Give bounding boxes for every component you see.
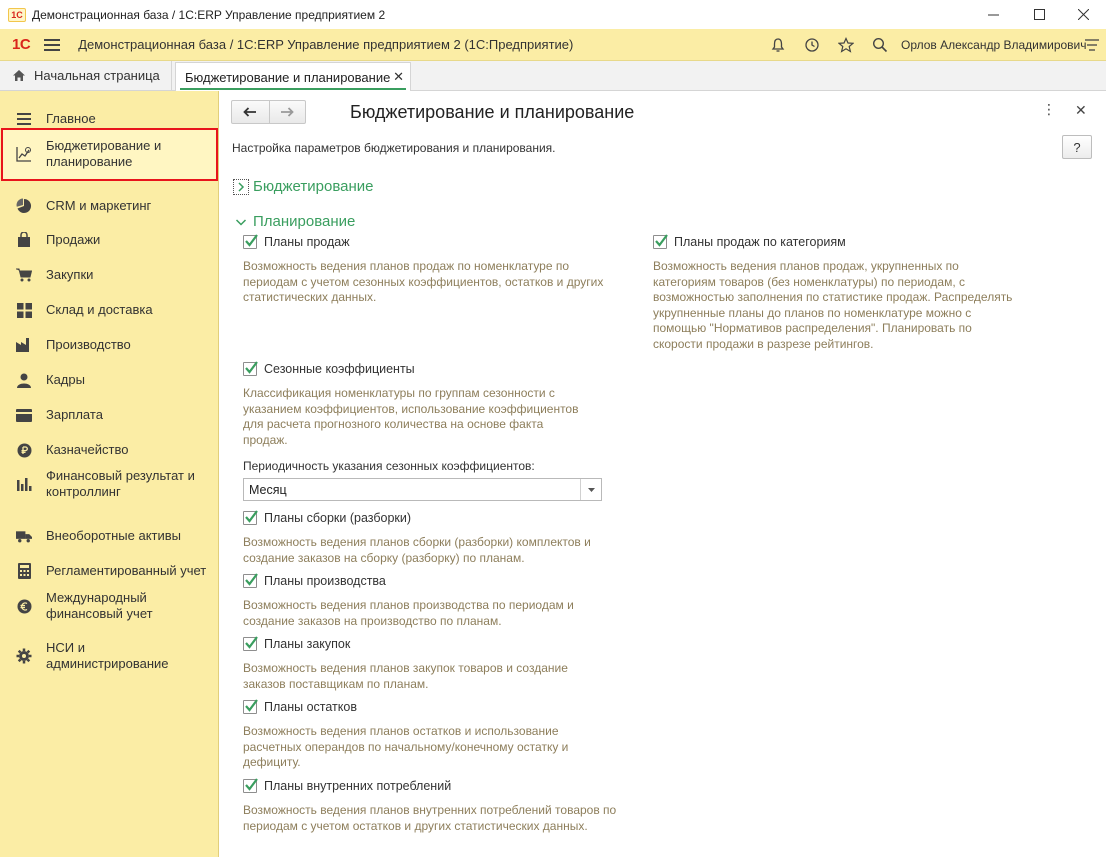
- periodicity-select[interactable]: [243, 478, 602, 501]
- shopping-bag-icon: [16, 232, 32, 248]
- sidebar-item-11[interactable]: [0, 527, 219, 545]
- forward-button[interactable]: [269, 101, 306, 123]
- sidebar-item-label: НСИ и администрирование: [46, 640, 169, 671]
- window-title: Демонстрационная база / 1С:ERP Управление предприятием 2: [32, 7, 386, 22]
- purchase-plans-description: Возможность ведения планов закупок товаров и создание заказов поставщикам по планам.: [243, 661, 568, 691]
- stock-plans-row: [243, 700, 357, 714]
- sidebar-item-label: Производство: [46, 337, 131, 352]
- internal-consumption-plans-description: Возможность ведения планов внутренних потреблений товаров по периодам с учетом остатков и других статистических данных.: [243, 803, 617, 833]
- purchase-plans-label[interactable]: Планы закупок: [264, 637, 351, 651]
- favorites-star-icon[interactable]: [832, 29, 860, 61]
- group-planning-title: Планирование: [253, 213, 356, 230]
- seasonal-coefficients-row: [243, 362, 415, 376]
- sidebar-item-label: Продажи: [46, 232, 101, 247]
- seasonal-coefficients-label[interactable]: Сезонные коэффициенты: [264, 362, 415, 376]
- help-button[interactable]: ?: [1062, 135, 1092, 159]
- sidebar-item-13[interactable]: [0, 589, 219, 623]
- assembly-plans-row: [243, 511, 411, 525]
- group-budgeting-title: Бюджетирование: [253, 178, 374, 195]
- chevron-right-icon: [233, 179, 249, 195]
- sidebar-item-label: Внеоборотные активы: [46, 528, 182, 543]
- page-title: Бюджетирование и планирование: [350, 102, 635, 122]
- seasonal-coefficients-checkbox[interactable]: [243, 362, 257, 376]
- menu-lines-icon: [16, 111, 32, 127]
- stock-plans-description: Возможность ведения планов остатков и использование расчетных операндов по начальному/конечному остатку и дефициту.: [243, 724, 569, 769]
- assembly-plans-checkbox[interactable]: [243, 511, 257, 525]
- search-icon[interactable]: [866, 29, 894, 61]
- arrow-left-icon: [243, 107, 257, 117]
- internal-consumption-plans-row: [243, 779, 451, 793]
- stock-plans-checkbox[interactable]: [243, 700, 257, 714]
- tab-close-icon[interactable]: ✕: [393, 69, 404, 84]
- tab-home-label: Начальная страница: [34, 68, 160, 83]
- chevron-down-icon: [233, 214, 249, 230]
- notifications-bell-icon[interactable]: [764, 29, 792, 61]
- sales-plans-by-category-checkbox[interactable]: [653, 235, 667, 249]
- production-plans-description: Возможность ведения планов производства по периодам и создание заказов на производство по планам.: [243, 598, 574, 628]
- main-content: [220, 91, 1106, 857]
- wallet-icon: [16, 407, 32, 423]
- stock-plans-label[interactable]: Планы остатков: [264, 700, 357, 714]
- back-button[interactable]: [232, 101, 269, 123]
- sidebar-item-8[interactable]: [0, 406, 219, 424]
- ruble-coin-icon: [16, 442, 32, 458]
- sidebar-item-label: Закупки: [46, 267, 94, 282]
- sidebar-item-14[interactable]: [0, 639, 219, 673]
- sidebar-item-6[interactable]: [0, 336, 219, 354]
- app-logo-icon: 1С: [8, 8, 26, 22]
- sidebar-item-3[interactable]: [0, 231, 219, 249]
- home-icon: [12, 69, 26, 82]
- sidebar-item-2[interactable]: [0, 197, 219, 215]
- cart-icon: [16, 267, 32, 283]
- sidebar-item-label: CRM и маркетинг: [46, 198, 152, 213]
- sales-plans-label[interactable]: Планы продаж: [264, 235, 350, 249]
- sidebar-item-7[interactable]: [0, 371, 219, 389]
- settings-menu-icon[interactable]: [1078, 29, 1106, 61]
- purchase-plans-row: [243, 637, 350, 651]
- tab-budgeting[interactable]: [175, 62, 411, 91]
- group-budgeting[interactable]: [233, 178, 373, 195]
- sidebar-item-1[interactable]: [0, 137, 219, 171]
- history-icon[interactable]: [798, 29, 826, 61]
- nav-buttons: [231, 100, 306, 124]
- sidebar-item-label: Склад и доставка: [46, 302, 153, 317]
- assembly-plans-label[interactable]: Планы сборки (разборки): [264, 511, 412, 525]
- sidebar-item-label: Главное: [46, 111, 96, 126]
- sidebar-item-label: Зарплата: [46, 407, 103, 422]
- grid-boxes-icon: [16, 302, 32, 318]
- window-titlebar: [0, 0, 1106, 29]
- main-menu-icon[interactable]: [44, 39, 60, 51]
- truck-icon: [16, 528, 32, 544]
- tab-budgeting-label: Бюджетирование и планирование: [185, 69, 391, 85]
- maximize-button[interactable]: [1016, 0, 1062, 29]
- page-subtitle: Настройка параметров бюджетирования и планирования.: [232, 141, 556, 155]
- sidebar-item-4[interactable]: [0, 266, 219, 284]
- seasonal-coefficients-description: Классификация номенклатуры по группам сезонности с указанием коэффициентов, использование коэффициентов для расчета прогнозного количества на основе факта продаж.: [243, 386, 579, 447]
- sidebar-item-10[interactable]: [0, 467, 219, 501]
- window-close-button[interactable]: [1060, 0, 1106, 29]
- sales-plans-row: [243, 235, 350, 249]
- sidebar-item-9[interactable]: [0, 441, 219, 459]
- budget-chart-icon: [16, 146, 32, 162]
- tab-active-underline: [180, 88, 406, 90]
- sidebar-item-label: Бюджетирование и планирование: [46, 138, 162, 169]
- factory-icon: [16, 337, 32, 353]
- calculator-icon: [16, 563, 32, 579]
- periodicity-value: Месяц: [249, 482, 287, 497]
- tab-home[interactable]: [0, 61, 172, 90]
- app-title: Демонстрационная база / 1С:ERP Управление предприятием 2 (1С:Предприятие): [78, 37, 574, 52]
- sidebar-item-label: Финансовый результат и контроллинг: [46, 468, 195, 499]
- sidebar-item-0[interactable]: [0, 110, 219, 128]
- purchase-plans-checkbox[interactable]: [243, 637, 257, 651]
- close-icon: [1078, 9, 1089, 20]
- sidebar: [0, 91, 219, 857]
- internal-consumption-plans-label[interactable]: Планы внутренних потреблений: [264, 779, 452, 793]
- minimize-icon: [988, 9, 999, 20]
- arrow-right-icon: [280, 107, 294, 117]
- form-close-icon[interactable]: ✕: [1075, 102, 1087, 118]
- sidebar-item-label: Кадры: [46, 372, 85, 387]
- dropdown-arrow-icon[interactable]: [580, 479, 601, 500]
- production-plans-row: [243, 574, 386, 588]
- logo-1c: 1С: [12, 36, 31, 53]
- sidebar-item-5[interactable]: [0, 301, 219, 319]
- more-actions-icon[interactable]: ⋮: [1042, 101, 1056, 117]
- gear-icon: [16, 648, 32, 664]
- production-plans-label[interactable]: Планы производства: [264, 574, 386, 588]
- production-plans-checkbox[interactable]: [243, 574, 257, 588]
- bar-chart-icon: [16, 476, 32, 492]
- euro-coin-icon: [16, 598, 32, 614]
- person-icon: [16, 372, 32, 388]
- group-planning[interactable]: [233, 213, 355, 230]
- current-user[interactable]: Орлов Александр Владимирович: [901, 38, 1087, 52]
- tab-bar: [0, 61, 1106, 91]
- minimize-button[interactable]: [970, 0, 1016, 29]
- sales-plans-by-category-label[interactable]: Планы продаж по категориям: [674, 235, 846, 249]
- maximize-icon: [1034, 9, 1045, 20]
- sales-plans-checkbox[interactable]: [243, 235, 257, 249]
- pie-chart-icon: [16, 198, 32, 214]
- sidebar-item-12[interactable]: [0, 562, 219, 580]
- sales-plans-by-category-row: [653, 235, 846, 249]
- sales-plans-description: Возможность ведения планов продаж по номенклатуре по периодам с учетом сезонных коэффициентов, остатков и других статистических данных.: [243, 259, 604, 304]
- internal-consumption-plans-checkbox[interactable]: [243, 779, 257, 793]
- assembly-plans-description: Возможность ведения планов сборки (разборки) комплектов и создание заказов на сборку (разборку) по планам.: [243, 535, 591, 565]
- periodicity-label: Периодичность указания сезонных коэффициентов:: [243, 459, 535, 473]
- sales-plans-by-category-description: Возможность ведения планов продаж, укрупненных по категориям товаров (без номенклатуры) по периодам, с возможностью заполнения по статистике продаж. Распределять укрупненные планы до планов по номенклатуре можно с помощью "Нормативов распределения". Планировать по скорости продажи в разрезе рейтингов.: [653, 259, 1013, 351]
- sidebar-item-label: Казначейство: [46, 442, 129, 457]
- sidebar-item-label: Международный финансовый учет: [46, 590, 153, 621]
- sidebar-item-label: Регламентированный учет: [46, 563, 207, 578]
